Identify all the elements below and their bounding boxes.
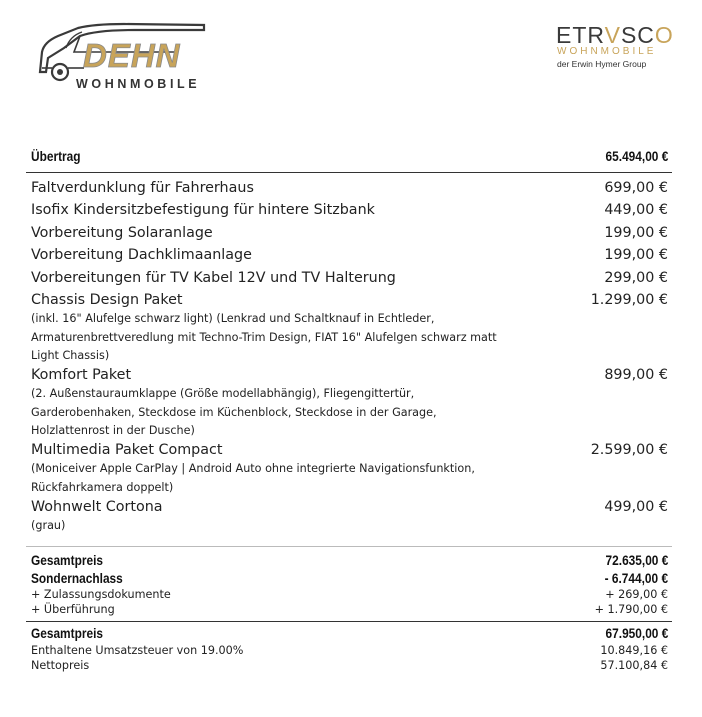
item-label: Faltverdunklung für Fahrerhaus bbox=[31, 180, 254, 196]
divider bbox=[26, 546, 672, 547]
transfer-value: + 1.790,00 € bbox=[594, 603, 668, 616]
vat-value: 10.849,16 € bbox=[600, 644, 668, 657]
line-item bbox=[31, 180, 668, 196]
etrusco-logo bbox=[540, 22, 674, 72]
line-item bbox=[31, 225, 668, 241]
item-description: (inkl. 16" Alufelge schwarz light) (Lenkrad und Schaltknauf in Echtleder, Armaturenbrettveredlung mit Techno-Trim Design, FIAT 16" Alufelgen schwarz matt Light Chassis) bbox=[31, 312, 497, 362]
van-outline-icon bbox=[34, 22, 212, 94]
discount-row bbox=[31, 571, 668, 586]
item-price: 1.299,00 € bbox=[590, 292, 668, 308]
item-label: Wohnwelt Cortona bbox=[31, 499, 163, 515]
subtotal-row bbox=[31, 553, 668, 568]
subtotal-value: 72.635,00 € bbox=[605, 553, 668, 568]
line-item bbox=[31, 499, 668, 515]
item-price: 2.599,00 € bbox=[590, 442, 668, 458]
total-value: 67.950,00 € bbox=[605, 626, 668, 641]
line-item bbox=[31, 202, 668, 218]
item-price: 299,00 € bbox=[604, 270, 668, 286]
discount-value: - 6.744,00 € bbox=[604, 571, 668, 586]
item-price: 499,00 € bbox=[604, 499, 668, 515]
dehn-wohnmobile-logo bbox=[34, 22, 212, 94]
etrusco-logo-group: der Erwin Hymer Group bbox=[557, 59, 647, 69]
discount-label: Sondernachlass bbox=[31, 571, 123, 586]
net-row bbox=[31, 659, 668, 672]
line-item bbox=[31, 367, 668, 383]
item-price: 699,00 € bbox=[604, 180, 668, 196]
net-label: Nettopreis bbox=[31, 659, 90, 672]
divider bbox=[26, 621, 672, 622]
registration-row bbox=[31, 588, 668, 601]
line-item bbox=[31, 270, 668, 286]
transfer-row bbox=[31, 603, 668, 616]
total-row bbox=[31, 626, 668, 641]
transfer-label: + Überführung bbox=[31, 603, 115, 616]
subtotal-label: Gesamtpreis bbox=[31, 553, 103, 568]
item-label: Vorbereitung Solaranlage bbox=[31, 225, 213, 241]
divider bbox=[26, 172, 672, 173]
dehn-logo-text: DEHN bbox=[83, 37, 181, 74]
etrusco-logo-sub: WOHNMOBILE bbox=[557, 46, 657, 57]
carryover-label: Übertrag bbox=[31, 149, 81, 164]
item-label: Chassis Design Paket bbox=[31, 292, 183, 308]
registration-label: + Zulassungsdokumente bbox=[31, 588, 171, 601]
line-item bbox=[31, 292, 668, 308]
total-label: Gesamtpreis bbox=[31, 626, 103, 641]
item-label: Multimedia Paket Compact bbox=[31, 442, 223, 458]
line-item bbox=[31, 247, 668, 263]
item-price: 899,00 € bbox=[604, 367, 668, 383]
etrusco-logo-main: ETRVSCO bbox=[556, 22, 674, 48]
registration-value: + 269,00 € bbox=[605, 588, 668, 601]
item-description: (grau) bbox=[31, 519, 66, 532]
item-price: 199,00 € bbox=[604, 247, 668, 263]
vat-label: Enthaltene Umsatzsteuer von 19.00% bbox=[31, 644, 244, 657]
item-label: Vorbereitung Dachklimaanlage bbox=[31, 247, 252, 263]
line-item bbox=[31, 442, 668, 458]
item-description: (2. Außenstauraumklappe (Größe modellabhängig), Fliegengittertür, Garderobenhaken, Steckdose im Küchenblock, Steckdose in der Garage, Holzlattenrost in der Dusche) bbox=[31, 387, 437, 437]
item-description: (Moniceiver Apple CarPlay | Android Auto ohne integrierte Navigationsfunktion, Rückfahrkamera doppelt) bbox=[31, 462, 475, 494]
item-label: Isofix Kindersitzbefestigung für hintere Sitzbank bbox=[31, 202, 375, 218]
carryover-value: 65.494,00 € bbox=[605, 149, 668, 164]
vat-row bbox=[31, 644, 668, 657]
item-label: Vorbereitungen für TV Kabel 12V und TV Halterung bbox=[31, 270, 396, 286]
item-price: 199,00 € bbox=[604, 225, 668, 241]
item-price: 449,00 € bbox=[604, 202, 668, 218]
net-value: 57.100,84 € bbox=[600, 659, 668, 672]
carryover-row bbox=[31, 149, 668, 164]
dehn-logo-sub: WOHNMOBILE bbox=[76, 77, 201, 91]
item-label: Komfort Paket bbox=[31, 367, 132, 383]
